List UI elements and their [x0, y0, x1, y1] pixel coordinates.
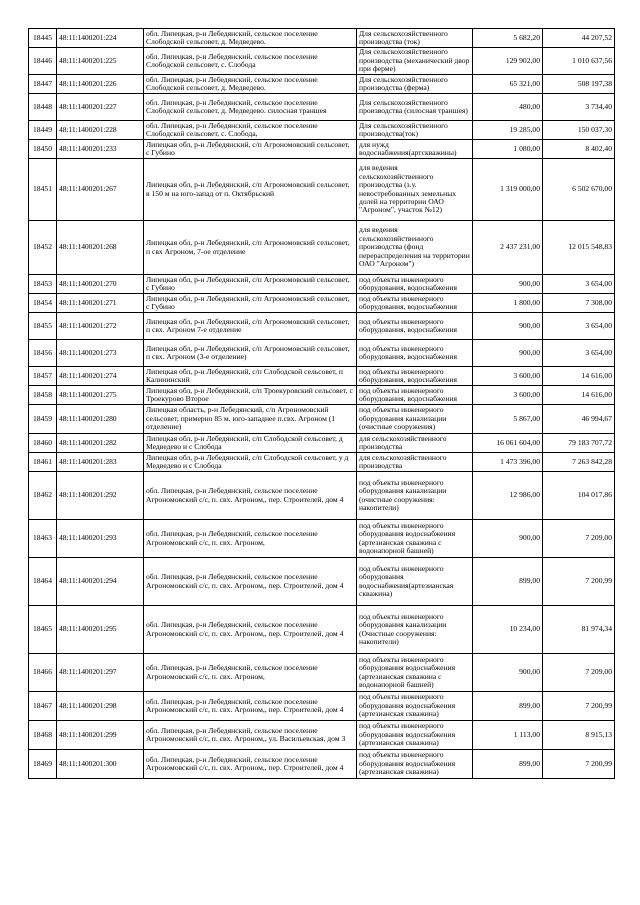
row-number-cell: 18450	[29, 140, 57, 159]
permitted-use-cell: под объекты инженерного оборудования, водоснабжения	[357, 313, 473, 340]
permitted-use-cell: под объекты инженерного оборудования водоснабжения (артезианская скважина с водонапорной башней)	[357, 520, 473, 558]
cadastral-number-cell: 48:11:1400201:226	[57, 75, 144, 94]
area-cell: 19 285,00	[473, 121, 543, 140]
cadastral-value-cell: 46 994,67	[543, 405, 615, 434]
address-cell: Липецкая область, р-н Лебедянский, с/п Агрономовский сельсовет, примерно 85 м. юго-западнее п.свх. Агроном (1 отделение)	[144, 405, 357, 434]
table-row	[29, 48, 615, 75]
table-row	[29, 340, 615, 367]
cadastral-value-cell: 7 200,99	[543, 692, 615, 721]
permitted-use-cell: Для сельскохозяйственного производства (ток)	[357, 29, 473, 48]
row-number-cell: 18466	[29, 654, 57, 692]
cadastral-number-cell: 48:11:1400201:224	[57, 29, 144, 48]
permitted-use-cell: под объекты инженерного оборудования водоснабжения (артезианская скважина)	[357, 750, 473, 779]
table-row	[29, 558, 615, 606]
table-row	[29, 275, 615, 294]
document-page	[28, 28, 614, 779]
area-cell: 65 321,00	[473, 75, 543, 94]
address-cell: обл. Липецкая, р-н Лебедянский, сельское поселение Агрономовский с/с, п. свх. Агроном,, ул. Васильевская, дом 3	[144, 721, 357, 750]
area-cell: 10 234,00	[473, 606, 543, 654]
address-cell: обл. Липецкая, р-н Лебедянский, сельское поселение Агрономовский с/с, п. свх. Агроном,, пер. Строителей, дом 4	[144, 750, 357, 779]
cadastral-value-cell: 7 200,99	[543, 558, 615, 606]
permitted-use-cell: для сельскохозяйственного производства	[357, 434, 473, 453]
permitted-use-cell: Для сельскохозяйственного производства(ток)	[357, 121, 473, 140]
address-cell: Липецкая обл, р-н Лебедянский, с/п Агрономовский сельсовет, с Губино	[144, 294, 357, 313]
area-cell: 2 437 231,00	[473, 221, 543, 275]
permitted-use-cell: под объекты инженерного оборудования, водоснабжения	[357, 275, 473, 294]
table-row	[29, 386, 615, 405]
address-cell: Липецкая обл, р-н Лебедянский, с/п Слободской сельсовет, д Медведево и с Слобода	[144, 434, 357, 453]
permitted-use-cell: под объекты инженерного оборудования водоснабжения (артезианская скважина с водонапорной башней)	[357, 654, 473, 692]
address-cell: обл. Липецкая, р-н Лебедянский, сельское поселение Слободской сельсовет, д. Медведево.	[144, 75, 357, 94]
cadastral-value-cell: 44 207,52	[543, 29, 615, 48]
row-number-cell: 18449	[29, 121, 57, 140]
table-row	[29, 140, 615, 159]
cadastral-value-cell: 14 616,00	[543, 386, 615, 405]
cadastral-number-cell: 48:11:1400201:228	[57, 121, 144, 140]
land-register-table	[28, 28, 615, 779]
area-cell: 900,00	[473, 275, 543, 294]
row-number-cell: 18453	[29, 275, 57, 294]
table-row	[29, 405, 615, 434]
table-row	[29, 294, 615, 313]
address-cell: Липецкая обл, р-н Лебедянский, с/п Троекуровский сельсовет, с Троекурово Второе	[144, 386, 357, 405]
area-cell: 129 902,00	[473, 48, 543, 75]
cadastral-number-cell: 48:11:1400201:299	[57, 721, 144, 750]
row-number-cell: 18447	[29, 75, 57, 94]
area-cell: 480,00	[473, 94, 543, 121]
cadastral-number-cell: 48:11:1400201:282	[57, 434, 144, 453]
table-row	[29, 367, 615, 386]
row-number-cell: 18455	[29, 313, 57, 340]
cadastral-number-cell: 48:11:1400201:273	[57, 340, 144, 367]
cadastral-value-cell: 7 308,00	[543, 294, 615, 313]
table-row	[29, 692, 615, 721]
permitted-use-cell: под объекты инженерного оборудования, водоснабжения	[357, 294, 473, 313]
area-cell: 3 600,00	[473, 367, 543, 386]
address-cell: Липецкая обл, р-н Лебедянский, с/п Агрономовский сельсовет, с Губино	[144, 140, 357, 159]
cadastral-value-cell: 1 010 637,56	[543, 48, 615, 75]
table-row	[29, 94, 615, 121]
cadastral-number-cell: 48:11:1400201:268	[57, 221, 144, 275]
cadastral-value-cell: 104 017,86	[543, 472, 615, 520]
area-cell: 5 867,00	[473, 405, 543, 434]
row-number-cell: 18465	[29, 606, 57, 654]
cadastral-value-cell: 79 183 707,72	[543, 434, 615, 453]
row-number-cell: 18451	[29, 159, 57, 221]
table-body	[29, 29, 615, 779]
cadastral-number-cell: 48:11:1400201:225	[57, 48, 144, 75]
table-row	[29, 654, 615, 692]
address-cell: обл. Липецкая, р-н Лебедянский, сельское поселение Слободской сельсовет, с. Слобода	[144, 48, 357, 75]
permitted-use-cell: для ведения сельскохозяйственного производства (фонд перераспределения на территории ОАО "Агроном")	[357, 221, 473, 275]
row-number-cell: 18445	[29, 29, 57, 48]
row-number-cell: 18456	[29, 340, 57, 367]
address-cell: Липецкая обл, р-н Лебедянский, с/п Агрономовский сельсовет, п свх Агроном, 7-ое отделение	[144, 221, 357, 275]
address-cell: Липецкая обл, р-н Лебедянский, с/п Агрономовский сельсовет, п свх. Агроном 7-е отделение	[144, 313, 357, 340]
cadastral-value-cell: 8 915,13	[543, 721, 615, 750]
row-number-cell: 18454	[29, 294, 57, 313]
table-row	[29, 721, 615, 750]
area-cell: 5 682,20	[473, 29, 543, 48]
permitted-use-cell: под объекты инженерного оборудования водоснабжения (артезианская скважина)	[357, 692, 473, 721]
row-number-cell: 18460	[29, 434, 57, 453]
address-cell: обл. Липецкая, р-н Лебедянский, сельское поселение Агрономовский с/с, п. свх. Агроном,, пер. Строителей, дом 4	[144, 558, 357, 606]
area-cell: 899,00	[473, 558, 543, 606]
cadastral-value-cell: 7 200,99	[543, 750, 615, 779]
permitted-use-cell: для сельскохозяйственного производства	[357, 453, 473, 472]
address-cell: Липецкая обл, р-н Лебедянский, с/п Слободской сельсовет, п Калининский	[144, 367, 357, 386]
address-cell: Липецкая обл, р-н Лебедянский, с/п Слободской сельсовет, у д Медведево и с Слобода	[144, 453, 357, 472]
table-row	[29, 159, 615, 221]
area-cell: 12 986,00	[473, 472, 543, 520]
table-row	[29, 453, 615, 472]
permitted-use-cell: под объекты инженерного оборудования, водоснабжения	[357, 340, 473, 367]
cadastral-value-cell: 6 502 670,00	[543, 159, 615, 221]
cadastral-value-cell: 150 037,30	[543, 121, 615, 140]
row-number-cell: 18457	[29, 367, 57, 386]
area-cell: 900,00	[473, 654, 543, 692]
row-number-cell: 18458	[29, 386, 57, 405]
cadastral-number-cell: 48:11:1400201:297	[57, 654, 144, 692]
area-cell: 900,00	[473, 520, 543, 558]
table-row	[29, 606, 615, 654]
cadastral-number-cell: 48:11:1400201:275	[57, 386, 144, 405]
address-cell: обл. Липецкая, р-н Лебедянский, сельское поселение Агрономовский с/с, п. свх. Агроном,, пер. Строителей, дом 4	[144, 606, 357, 654]
permitted-use-cell: под объекты инженерного оборудования, водоснабжения	[357, 386, 473, 405]
address-cell: обл. Липецкая, р-н Лебедянский, сельское поселение Агрономовский с/с, п. свх. Агроном,	[144, 654, 357, 692]
cadastral-number-cell: 48:11:1400201:270	[57, 275, 144, 294]
cadastral-number-cell: 48:11:1400201:298	[57, 692, 144, 721]
cadastral-number-cell: 48:11:1400201:294	[57, 558, 144, 606]
permitted-use-cell: под объекты инженерного оборудования канализации (очистные сооружения)	[357, 405, 473, 434]
table-row	[29, 472, 615, 520]
cadastral-value-cell: 7 263 842,28	[543, 453, 615, 472]
permitted-use-cell: под объекты инженерного оборудования канализации (очистные сооружения: накопители)	[357, 472, 473, 520]
cadastral-value-cell: 3 654,00	[543, 275, 615, 294]
address-cell: обл. Липецкая, р-н Лебедянский, сельское поселение Слободской сельсовет, с. Слобода,	[144, 121, 357, 140]
row-number-cell: 18461	[29, 453, 57, 472]
cadastral-number-cell: 48:11:1400201:293	[57, 520, 144, 558]
permitted-use-cell: под объекты инженерного оборудования, водоснабжения	[357, 367, 473, 386]
row-number-cell: 18463	[29, 520, 57, 558]
area-cell: 899,00	[473, 750, 543, 779]
table-row	[29, 29, 615, 48]
area-cell: 16 061 604,00	[473, 434, 543, 453]
row-number-cell: 18464	[29, 558, 57, 606]
cadastral-value-cell: 8 402,40	[543, 140, 615, 159]
table-row	[29, 221, 615, 275]
table-row	[29, 75, 615, 94]
area-cell: 900,00	[473, 340, 543, 367]
cadastral-value-cell: 3 734,40	[543, 94, 615, 121]
address-cell: Липецкая обл, р-н Лебедянский, с/п Агрономовский сельсовет, п свх. Агроном (3-е отделение)	[144, 340, 357, 367]
permitted-use-cell: для ведения сельскохозяйственного производства (з.у. невостребованных земельных долей на территории ОАО "Агроном", участок №12)	[357, 159, 473, 221]
area-cell: 1 080,00	[473, 140, 543, 159]
permitted-use-cell: Для сельскохозяйственного производства (ферма)	[357, 75, 473, 94]
address-cell: обл. Липецкая, р-н Лебедянский, сельское поселение Агрономовский с/с, п. свх. Агроном,, пер. Строителей, дом 4	[144, 472, 357, 520]
cadastral-number-cell: 48:11:1400201:272	[57, 313, 144, 340]
address-cell: обл. Липецкая, р-н Лебедянский, сельское поселение Агрономовский с/с, п. свх. Агроном,, пер. Строителей, дом 4	[144, 692, 357, 721]
row-number-cell: 18468	[29, 721, 57, 750]
area-cell: 1 319 000,00	[473, 159, 543, 221]
cadastral-number-cell: 48:11:1400201:274	[57, 367, 144, 386]
row-number-cell: 18446	[29, 48, 57, 75]
permitted-use-cell: Для сельскохозяйственного производства (силосная траншея)	[357, 94, 473, 121]
cadastral-number-cell: 48:11:1400201:280	[57, 405, 144, 434]
cadastral-number-cell: 48:11:1400201:271	[57, 294, 144, 313]
cadastral-value-cell: 81 974,34	[543, 606, 615, 654]
cadastral-number-cell: 48:11:1400201:300	[57, 750, 144, 779]
address-cell: обл. Липецкая, р-н Лебедянский, сельское поселение Слободской сельсовет, д. Медведево.	[144, 29, 357, 48]
row-number-cell: 18462	[29, 472, 57, 520]
cadastral-value-cell: 7 209,00	[543, 654, 615, 692]
cadastral-value-cell: 3 654,00	[543, 340, 615, 367]
area-cell: 1 113,00	[473, 721, 543, 750]
area-cell: 899,00	[473, 692, 543, 721]
cadastral-number-cell: 48:11:1400201:283	[57, 453, 144, 472]
area-cell: 1 800,00	[473, 294, 543, 313]
address-cell: обл. Липецкая, р-н Лебедянский, сельское поселение Слободской сельсовет, д. Медведево. силосная траншея	[144, 94, 357, 121]
permitted-use-cell: для нужд водоснабжения(артскважины)	[357, 140, 473, 159]
address-cell: Липецкая обл, р-н Лебедянский, с/п Агрономовский сельсовет, в 150 м на юго-запад от п. Октябрьский	[144, 159, 357, 221]
row-number-cell: 18469	[29, 750, 57, 779]
permitted-use-cell: под объекты инженерного оборудования канализации (Очистные сооружения: накопители)	[357, 606, 473, 654]
cadastral-number-cell: 48:11:1400201:233	[57, 140, 144, 159]
address-cell: обл. Липецкая, р-н Лебедянский, сельское поселение Агрономовский с/с, п. свх. Агроном,	[144, 520, 357, 558]
cadastral-number-cell: 48:11:1400201:292	[57, 472, 144, 520]
table-row	[29, 750, 615, 779]
table-row	[29, 313, 615, 340]
address-cell: Липецкая обл, р-н Лебедянский, с/п Агрономовский сельсовет, с Губино	[144, 275, 357, 294]
table-row	[29, 121, 615, 140]
cadastral-number-cell: 48:11:1400201:295	[57, 606, 144, 654]
row-number-cell: 18448	[29, 94, 57, 121]
area-cell: 1 473 396,00	[473, 453, 543, 472]
table-row	[29, 434, 615, 453]
area-cell: 3 600,00	[473, 386, 543, 405]
cadastral-value-cell: 14 616,00	[543, 367, 615, 386]
area-cell: 900,00	[473, 313, 543, 340]
cadastral-value-cell: 12 015 548,83	[543, 221, 615, 275]
permitted-use-cell: Для сельскохозяйственного производства (механический двор при ферме)	[357, 48, 473, 75]
cadastral-number-cell: 48:11:1400201:227	[57, 94, 144, 121]
row-number-cell: 18467	[29, 692, 57, 721]
cadastral-number-cell: 48:11:1400201:267	[57, 159, 144, 221]
row-number-cell: 18459	[29, 405, 57, 434]
permitted-use-cell: под объекты инженерного оборудования водоснабжения(артезианская скважина)	[357, 558, 473, 606]
cadastral-value-cell: 508 197,38	[543, 75, 615, 94]
cadastral-value-cell: 3 654,00	[543, 313, 615, 340]
cadastral-value-cell: 7 209,00	[543, 520, 615, 558]
row-number-cell: 18452	[29, 221, 57, 275]
table-row	[29, 520, 615, 558]
permitted-use-cell: под объекты инженерного оборудования водоснабжения (артезианская скважина)	[357, 721, 473, 750]
